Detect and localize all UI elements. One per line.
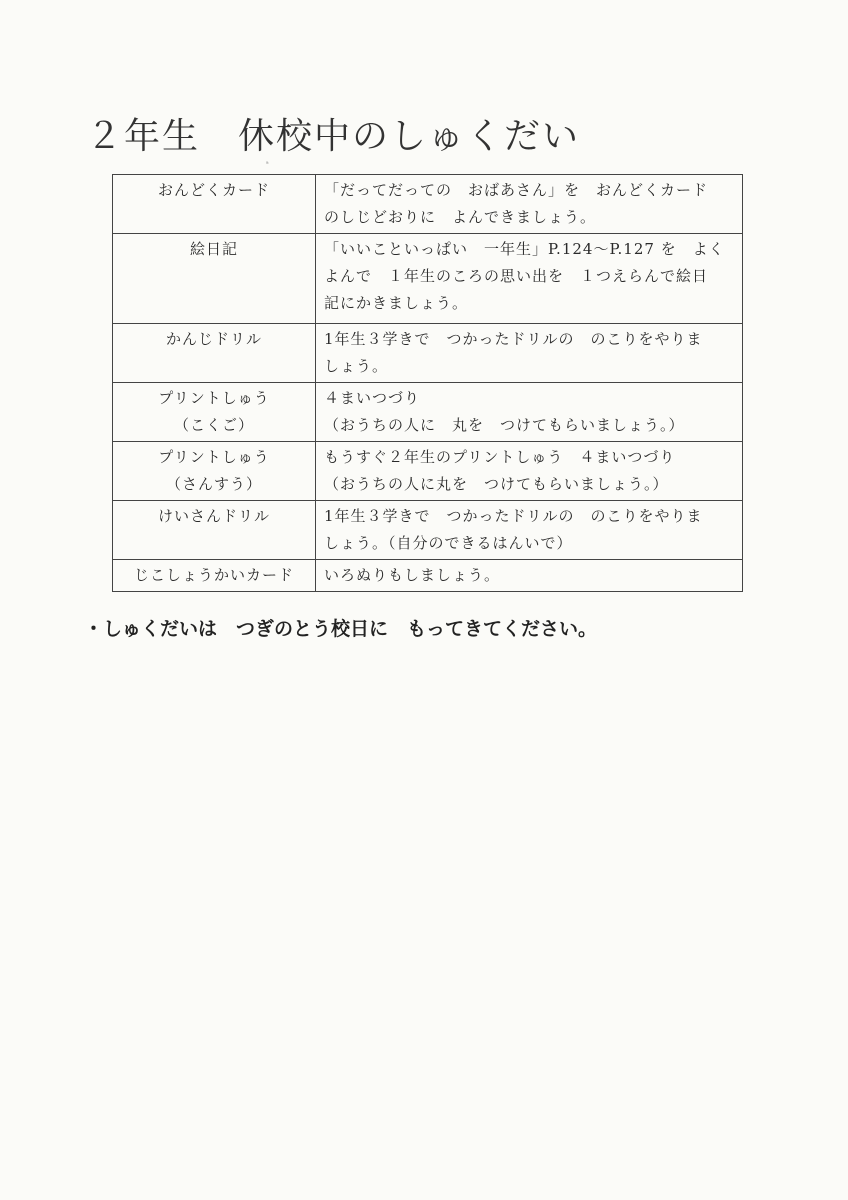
task-cell [316, 560, 743, 592]
table-row [113, 383, 743, 442]
subject-text: けいさんドリル [157, 507, 270, 525]
task-text: しょう。 [324, 357, 389, 375]
subject-text: （こくご） [173, 416, 254, 434]
homework-table [112, 174, 743, 592]
task-text: ４まいつづり [324, 389, 421, 407]
table-row [113, 501, 743, 560]
speck-mark: ᵃ [266, 160, 269, 168]
subject-text: 絵日記 [189, 240, 238, 258]
subject-cell [113, 442, 316, 501]
task-text: 「いいこといっぱい 一年生」P.124～P.127 を よく [324, 240, 725, 258]
table-row [113, 175, 743, 234]
subject-text: プリントしゅう [158, 448, 270, 466]
task-cell [316, 175, 743, 234]
subject-text: かんじドリル [165, 330, 262, 348]
subject-cell [113, 324, 316, 383]
task-text: 1年生３学きで つかったドリルの のこりをやりま [324, 507, 703, 525]
subject-cell [113, 560, 316, 592]
task-text: （おうちの人に 丸を つけてもらいましょう。） [324, 416, 685, 434]
subject-text: （さんすう） [165, 475, 262, 493]
task-cell [316, 234, 743, 324]
task-text: いろぬりもしましょう。 [324, 566, 501, 584]
table-row [113, 560, 743, 592]
subject-text: おんどくカード [157, 181, 270, 199]
task-text: しょう。（自分のできるはんいで） [324, 534, 573, 552]
subject-cell [113, 383, 316, 442]
task-text: のしじどおりに よんできましょう。 [324, 208, 597, 226]
task-text: （おうちの人に丸を つけてもらいましょう。） [324, 475, 669, 493]
task-text: 記にかきましょう。 [324, 294, 469, 312]
task-cell [316, 501, 743, 560]
subject-cell [113, 175, 316, 234]
subject-cell [113, 234, 316, 324]
task-text: 「だってだっての おばあさん」を おんどくカード [324, 181, 709, 199]
task-cell [316, 383, 743, 442]
page-title: ２年生 休校中のしゅくだい [86, 116, 581, 157]
table-row [113, 442, 743, 501]
task-cell [316, 324, 743, 383]
subject-text: プリントしゅう [158, 389, 270, 407]
subject-cell [113, 501, 316, 560]
task-text: よんで １年生のころの思い出を １つえらんで絵日 [324, 267, 709, 285]
table-row [113, 324, 743, 383]
subject-text: じこしょうかいカード [133, 566, 294, 584]
submission-note: ・しゅくだいは つぎのとう校日に もってきてください。 [84, 618, 598, 640]
task-text: もうすぐ２年生のプリントしゅう ４まいつづり [324, 448, 676, 466]
task-cell [316, 442, 743, 501]
table-row [113, 234, 743, 324]
task-text: 1年生３学きで つかったドリルの のこりをやりま [324, 330, 703, 348]
